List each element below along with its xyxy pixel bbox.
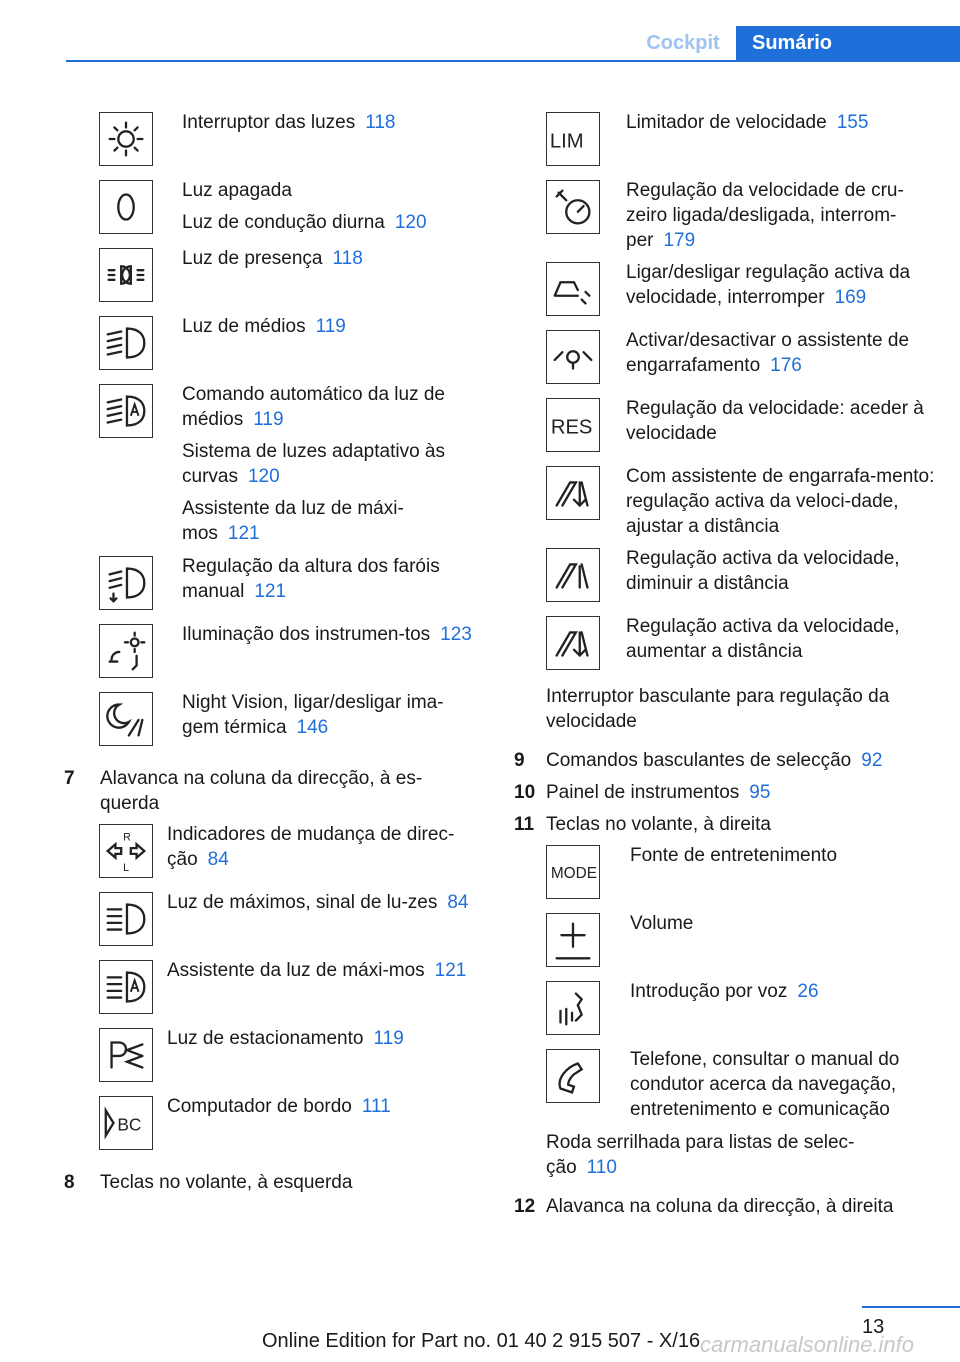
list-item (630, 979, 940, 1011)
list-item (167, 890, 472, 922)
list-item (626, 110, 936, 142)
page-link[interactable]: 169 (834, 287, 867, 308)
entry-text: Luz de médios (182, 316, 306, 337)
item-10-number: 10 (514, 782, 536, 803)
item-8-text: Teclas no volante, à esquerda (100, 1172, 353, 1193)
item-8-number: 8 (64, 1172, 75, 1193)
svg-text:RES: RES (550, 416, 593, 439)
item-12-number: 12 (514, 1196, 536, 1217)
volume-icon (546, 913, 600, 967)
item-9-page-link[interactable]: 92 (861, 750, 883, 771)
parking-lamp-icon (99, 1028, 153, 1082)
list-item (182, 622, 472, 654)
distance-decrease-icon (546, 548, 600, 602)
entry-text: Computador de bordo (167, 1096, 352, 1117)
list-item (167, 958, 472, 990)
entry-line (626, 328, 936, 378)
svg-text:L: L (123, 862, 130, 875)
entry-line (182, 622, 472, 647)
svg-text:MODE: MODE (550, 864, 598, 882)
tab-sumario[interactable]: Sumário (736, 26, 960, 62)
item-12-text: Alavanca na coluna da direcção, à direita (546, 1196, 894, 1217)
entry-line (630, 1047, 940, 1122)
entry-text: Telefone, consultar o manual do condutor acerca da navegação, entretenimento e comunicação (630, 1049, 900, 1120)
entry-text: Indicadores de mudança de direc-ção (167, 824, 455, 870)
entry-text: Volume (630, 913, 694, 934)
list-item (630, 1047, 940, 1129)
entry-line (182, 496, 472, 546)
item-10-label: Painel de instrumentos (546, 782, 740, 803)
low-beam-icon (99, 316, 153, 370)
item-10-page-link[interactable]: 95 (749, 782, 771, 803)
cruise-control-icon (546, 180, 600, 234)
list-item (167, 822, 472, 879)
list-item (626, 260, 936, 317)
entry-text: Ligar/desligar regulação activa da velocidade, interromper (626, 262, 911, 308)
parking-light-icon (99, 248, 153, 302)
page-link[interactable]: 119 (315, 316, 346, 337)
list-item (626, 328, 936, 385)
list-item (182, 178, 472, 242)
list-item (182, 382, 472, 553)
item-7-number: 7 (64, 768, 75, 789)
entry-line (626, 546, 936, 596)
edition-footer: Online Edition for Part no. 01 40 2 915 507 - X/16 (262, 1330, 701, 1352)
entry-line (182, 382, 472, 432)
entry-text: Regulação da altura dos faróis manual (182, 556, 440, 602)
entry-text: Regulação da velocidade de cru-zeiro ligada/desligada, interrom-per (626, 180, 904, 251)
list-item (626, 464, 936, 546)
svg-text:R: R (123, 831, 131, 844)
page-link[interactable]: 111 (361, 1096, 391, 1117)
entry-line (167, 958, 472, 983)
entry-text: Luz apagada (182, 180, 292, 201)
item-7-text: Alavanca na coluna da direcção, à es-querda (100, 768, 423, 814)
item-9-number: 9 (514, 750, 525, 771)
entry-text: Limitador de velocidade (626, 112, 827, 133)
page-link[interactable]: 119 (253, 409, 284, 430)
entry-line (626, 396, 936, 446)
list-item (182, 110, 472, 142)
headlight-range-icon (99, 556, 153, 610)
page-link[interactable]: 119 (373, 1028, 404, 1049)
entry-line (167, 1026, 472, 1051)
entry-line (630, 911, 940, 936)
entry-line (630, 979, 940, 1004)
list-item (626, 178, 936, 260)
entry-line (626, 260, 936, 310)
entry-text: Luz de presença (182, 248, 323, 269)
high-beam-assist-icon (99, 960, 153, 1014)
entry-text: Com assistente de engarrafa-mento: regulação activa da veloci-dade, ajustar a distância (626, 466, 935, 537)
turn-signal-icon (99, 824, 153, 878)
page-link[interactable]: 179 (663, 230, 696, 251)
page-link[interactable]: 84 (447, 892, 469, 913)
distance-assist-icon (546, 466, 600, 520)
entry-text: Introdução por voz (630, 981, 788, 1002)
list-item (626, 396, 936, 453)
thumbwheel-label: Roda serrilhada para listas de selec-ção (546, 1132, 855, 1178)
list-item (626, 614, 936, 671)
watermark: carmanualsonline.info (700, 1332, 915, 1357)
svg-text:LIM: LIM (549, 130, 584, 153)
entry-text: Assistente da luz de máxi-mos (182, 498, 404, 544)
entry-text: Interruptor das luzes (182, 112, 356, 133)
list-item (167, 1026, 472, 1058)
light-switch-icon (99, 112, 153, 166)
rocker-switch-text: Interruptor basculante para regulação da velocidade (546, 686, 890, 732)
page-link[interactable]: 120 (394, 212, 427, 233)
traffic-jam-assist-icon (546, 330, 600, 384)
footer-rule (862, 1306, 960, 1308)
entry-text: Fonte de entretenimento (630, 845, 838, 866)
item-9-label: Comandos basculantes de selecção (546, 750, 852, 771)
page-number: 13 (862, 1316, 885, 1338)
page-link[interactable]: 120 (247, 466, 280, 487)
list-item (182, 690, 472, 747)
entry-line (182, 246, 472, 271)
entry-text: Luz de estacionamento (167, 1028, 364, 1049)
page-link[interactable]: 155 (836, 112, 869, 133)
page-link[interactable]: 118 (332, 248, 363, 269)
entry-line (626, 110, 936, 135)
thumbwheel-page-link[interactable]: 110 (586, 1157, 617, 1178)
entry-line (182, 110, 472, 135)
entry-text: Night Vision, ligar/desligar ima-gem térmica (182, 692, 444, 738)
entry-text: Regulação activa da velocidade, diminuir a distância (626, 548, 900, 594)
thumbwheel-text (546, 1130, 886, 1180)
res-icon (546, 398, 600, 452)
page-link[interactable]: 123 (440, 624, 472, 645)
page-header (0, 0, 960, 62)
list-item (167, 1094, 472, 1126)
entry-text: Luz de máximos, sinal de lu-zes (167, 892, 438, 913)
entry-line (167, 890, 472, 915)
entry-line (626, 614, 936, 664)
entry-text: Assistente da luz de máxi-mos (167, 960, 425, 981)
item-10-text (546, 780, 770, 805)
item-11-number: 11 (514, 814, 535, 835)
mode-icon (546, 845, 600, 899)
page-link[interactable]: 26 (797, 981, 819, 1002)
tab-cockpit[interactable]: Cockpit (646, 32, 720, 54)
entry-text: Sistema de luzes adaptativo às curvas (182, 441, 445, 487)
header-rule (66, 60, 960, 62)
item-9-text (546, 748, 882, 773)
list-item (182, 314, 472, 346)
high-beam-icon (99, 892, 153, 946)
entry-text: Iluminação dos instrumen-tos (182, 624, 431, 645)
entry-line (182, 690, 472, 740)
bc-icon (99, 1096, 153, 1150)
page-link[interactable]: 121 (254, 581, 287, 602)
light-off-icon (99, 180, 153, 234)
item-11-text: Teclas no volante, à direita (546, 814, 771, 835)
entry-line (626, 178, 936, 253)
entry-text: Luz de condução diurna (182, 212, 385, 233)
voice-input-icon (546, 981, 600, 1035)
entry-line (167, 1094, 472, 1119)
page-link[interactable]: 176 (770, 355, 802, 376)
entry-line (182, 210, 472, 235)
entry-text: Regulação da velocidade: aceder à velocidade (626, 398, 924, 444)
page-link[interactable]: 118 (365, 112, 396, 133)
entry-text: Regulação activa da velocidade, aumentar a distância (626, 616, 900, 662)
entry-text: Comando automático da luz de médios (182, 384, 445, 430)
page-link[interactable]: 121 (227, 523, 260, 544)
lim-icon (546, 112, 600, 166)
svg-text:BC: BC (117, 1114, 142, 1135)
page-link[interactable]: 84 (207, 849, 229, 870)
list-item (182, 246, 472, 278)
instrument-lighting-icon (99, 624, 153, 678)
entry-line (182, 178, 472, 203)
entry-text: Activar/desactivar o assistente de engarrafamento (626, 330, 910, 376)
entry-line (167, 822, 472, 872)
entry-line (630, 843, 940, 868)
list-item (182, 554, 472, 611)
entry-line (182, 314, 472, 339)
distance-increase-icon (546, 616, 600, 670)
telephone-icon (546, 1049, 600, 1103)
entry-line (182, 554, 472, 604)
page-link[interactable]: 121 (434, 960, 467, 981)
list-item (630, 911, 940, 943)
auto-low-beam-icon (99, 384, 153, 438)
list-item (626, 546, 936, 603)
entry-line (626, 464, 936, 539)
active-cruise-icon (546, 262, 600, 316)
list-item (630, 843, 940, 875)
entry-line (182, 439, 472, 489)
night-vision-icon (99, 692, 153, 746)
page-link[interactable]: 146 (296, 717, 329, 738)
